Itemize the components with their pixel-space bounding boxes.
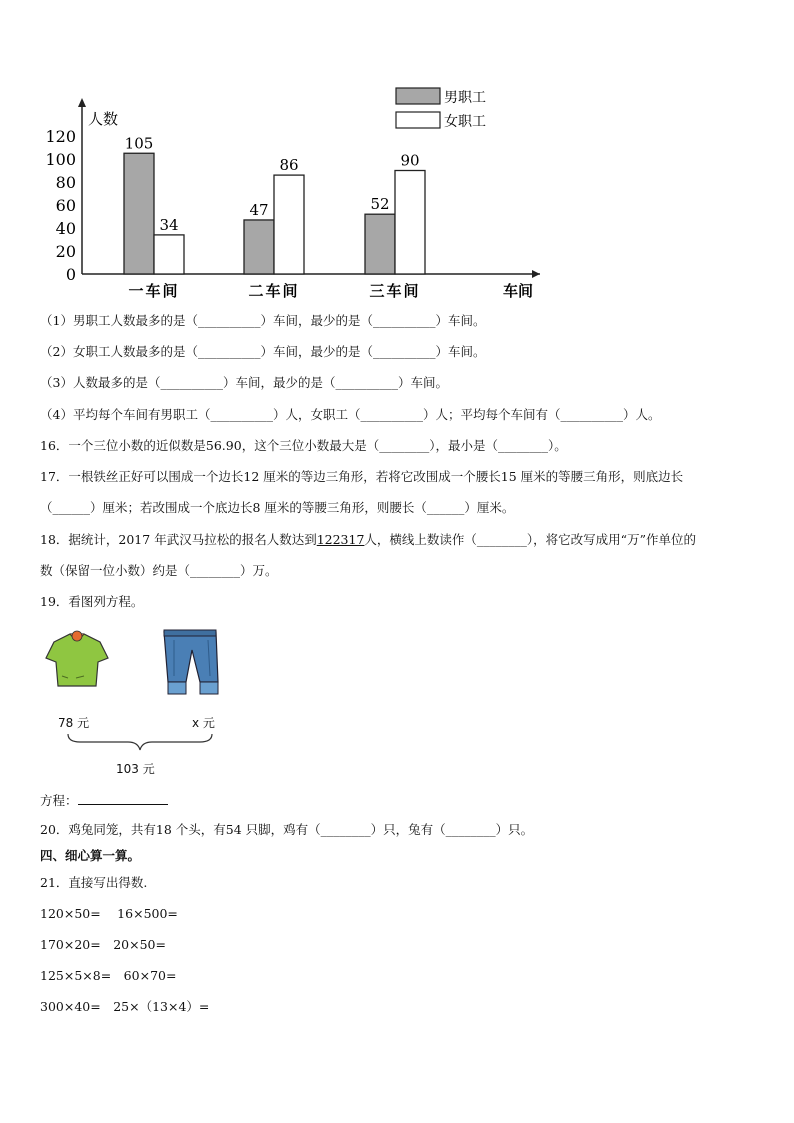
data-label: 47 <box>249 200 269 219</box>
question-17-line1: 17．一根铁丝正好可以围成一个边长12 厘米的等边三角形，若将它改围成一个腰长15 厘米的等腰三角形，则底边长 <box>40 469 684 484</box>
q15-part4: （4）平均每个车间有男职工（__________）人，女职工（__________）人；平均每个车间有（__________）人。 <box>40 407 661 422</box>
clothes-illustration <box>40 628 240 778</box>
x-axis-arrow <box>532 270 540 278</box>
x-tick-label: 二车间 <box>248 282 300 300</box>
q18-underlined-number: 122317 <box>316 532 365 547</box>
y-tick-label: 0 <box>65 265 76 284</box>
q15-part2: （2）女职工人数最多的是（__________）车间，最少的是（__________）车间。 <box>40 344 486 359</box>
calc-row: 300×40= 25×（13×4）= <box>40 999 210 1014</box>
bar-male <box>244 220 274 274</box>
q15-part3: （3）人数最多的是（__________）车间，最少的是（__________）车间。 <box>40 375 448 390</box>
equation-line <box>40 792 168 809</box>
label-jeans-price: x 元 <box>192 716 215 730</box>
question-21-title: 21．直接写出得数. <box>40 875 148 890</box>
equation-label: 方程： <box>40 793 78 808</box>
y-tick-label: 20 <box>55 242 76 261</box>
jeans-image <box>164 630 218 694</box>
equation-blank[interactable] <box>78 792 168 805</box>
label-total-price: 103 元 <box>116 762 155 776</box>
y-tick-label: 120 <box>45 127 76 146</box>
y-tick-label: 80 <box>55 173 76 192</box>
y-tick-label: 100 <box>45 150 76 169</box>
y-tick-label: 40 <box>55 219 76 238</box>
data-label: 86 <box>279 156 299 175</box>
question-18-line2: 数（保留一位小数）约是（________）万。 <box>40 563 278 578</box>
y-tick-label: 60 <box>55 196 76 215</box>
calc-row: 125×5×8= 60×70= <box>40 968 177 983</box>
section-4-heading: 四、细心算一算。 <box>40 848 141 863</box>
question-19-title: 19．看图列方程。 <box>40 594 144 609</box>
question-18-line1 <box>40 532 696 548</box>
y-axis-label: 人数 <box>88 110 119 128</box>
x-tick-label: 一车间 <box>128 282 180 300</box>
legend-swatch <box>396 88 440 104</box>
bar-male <box>365 214 395 274</box>
q15-part1: （1）男职工人数最多的是（__________）车间，最少的是（__________）车间。 <box>40 313 486 328</box>
question-17-line2: （______）厘米；若改围成一个底边长8 厘米的等腰三角形，则腰长（______）厘米。 <box>40 500 515 515</box>
x-tick-label: 三车间 <box>369 282 421 300</box>
data-label: 105 <box>124 134 154 153</box>
data-label: 90 <box>400 151 420 170</box>
y-axis-arrow <box>78 98 86 107</box>
data-label: 34 <box>159 215 179 234</box>
bar-female <box>395 171 425 275</box>
label-tshirt-price: 78 元 <box>58 716 90 730</box>
q19-figure <box>40 628 240 778</box>
bar-chart <box>40 82 560 304</box>
q18-text-b: 人，横线上数读作（________），将它改写成用“万”作单位的 <box>364 532 696 547</box>
legend-label: 男职工 <box>444 90 486 106</box>
data-label: 52 <box>370 195 390 214</box>
bar-male <box>124 153 154 274</box>
legend-swatch <box>396 112 440 128</box>
tshirt-image <box>46 631 108 686</box>
legend-label: 女职工 <box>444 114 486 130</box>
x-axis-label: 车间 <box>502 282 534 300</box>
bar-female <box>274 175 304 274</box>
calc-row: 120×50= 16×500= <box>40 906 178 921</box>
curly-brace <box>68 734 212 750</box>
bar-female <box>154 235 184 274</box>
question-16: 16．一个三位小数的近似数是56.90，这个三位小数最大是（________），最小是（________）。 <box>40 438 567 453</box>
q18-text-a: 18．据统计，2017 年武汉马拉松的报名人数达到 <box>40 532 317 547</box>
calc-row: 170×20= 20×50= <box>40 937 166 952</box>
question-20: 20．鸡兔同笼，共有18 个头，有54 只脚，鸡有（________）只，兔有（________）只。 <box>40 822 534 837</box>
